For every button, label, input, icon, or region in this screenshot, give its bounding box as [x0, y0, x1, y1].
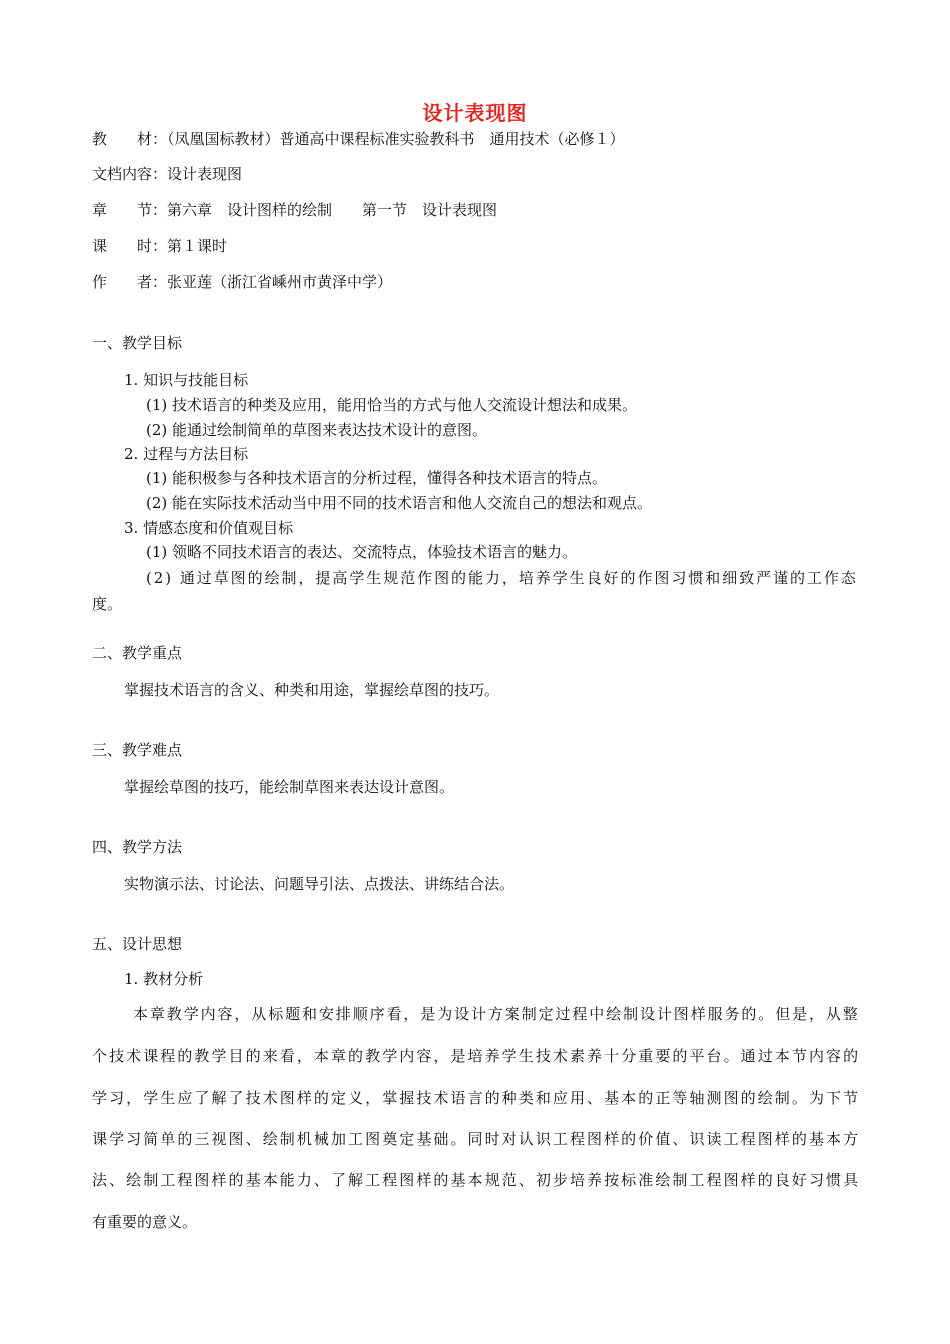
meta-value: 第六章 设计图样的绘制 第一节 设计表现图: [167, 201, 498, 219]
meta-period: [92, 235, 227, 256]
paragraph-line: 本章教学内容，从标题和安排顺序看，是为设计方案制定过程中绘制设计图样服务的。但是，从整: [133, 1005, 860, 1023]
section-heading-design: 五、设计思想: [92, 935, 183, 953]
meta-author: [92, 271, 392, 292]
methods-text: 实物演示法、讨论法、问题导引法、点拨法、讲练结合法。: [124, 875, 515, 893]
paragraph-line: 学习，学生应了解了技术图样的定义，掌握技术语言的种类和应用、基本的正等轴测图的绘制。为下节: [92, 1089, 861, 1107]
meta-label: 教 材：: [92, 130, 168, 148]
meta-label: 课 时：: [92, 237, 168, 255]
section-heading-methods: 四、教学方法: [92, 838, 183, 856]
section-heading-key-points: 二、教学重点: [92, 644, 183, 662]
goal-attitude-title: 3. 情感态度和价值观目标: [124, 519, 294, 537]
difficulties-text: 掌握绘草图的技巧，能绘制草图来表达设计意图。: [124, 778, 455, 796]
goal-item: (1) 技术语言的种类及应用，能用恰当的方式与他人交流设计想法和成果。: [146, 396, 638, 414]
meta-label: 章 节：: [92, 201, 168, 219]
section-heading-goals: 一、教学目标: [92, 334, 183, 352]
key-points-text: 掌握技术语言的含义、种类和用途，掌握绘草图的技巧。: [124, 681, 500, 699]
goal-item: (1) 领略不同技术语言的表达、交流特点，体验技术语言的魅力。: [146, 543, 578, 561]
goal-knowledge-title: 1. 知识与技能目标: [124, 371, 249, 389]
meta-textbook: [92, 128, 625, 149]
meta-label: 作 者：: [92, 273, 168, 291]
section-heading-difficulties: 三、教学难点: [92, 741, 183, 759]
design-subheading: 1. 教材分析: [124, 970, 204, 988]
paragraph-line: 课学习简单的三视图、绘制机械加工图奠定基础。同时对认识工程图样的价值、识读工程图样的基本方: [92, 1130, 861, 1148]
goal-item: (2) 通过草图的绘制，提高学生规范作图的能力，培养学生良好的作图习惯和细致严谨的工作态: [146, 569, 858, 587]
meta-value: （凤凰国标教材）普通高中课程标准实验教科书 通用技术（必修１）: [167, 130, 625, 148]
meta-value: 张亚莲（浙江省嵊州市黄泽中学）: [167, 273, 393, 291]
paragraph-line: 有重要的意义。: [92, 1213, 198, 1231]
meta-value: 第１课时: [167, 237, 228, 255]
goal-process-title: 2. 过程与方法目标: [124, 445, 249, 463]
goal-item: (2) 能通过绘制简单的草图来表达技术设计的意图。: [146, 421, 488, 439]
document-title: 设计表现图: [422, 101, 528, 125]
meta-content: [92, 163, 242, 184]
meta-chapter: [92, 199, 497, 220]
paragraph-line: 个技术课程的教学目的来看，本章的教学内容，是培养学生技术素养十分重要的平台。通过本节内容的: [92, 1047, 861, 1065]
meta-label: 文档内容：: [92, 165, 168, 183]
goal-item-continuation: 度。: [92, 595, 123, 613]
paragraph-line: 法、绘制工程图样的基本能力、了解工程图样的基本规范、初步培养按标准绘制工程图样的良好习惯具: [92, 1171, 861, 1189]
goal-item: (2) 能在实际技术活动当中用不同的技术语言和他人交流自己的想法和观点。: [146, 494, 653, 512]
meta-value: 设计表现图: [167, 165, 243, 183]
goal-item: (1) 能积极参与各种技术语言的分析过程，懂得各种技术语言的特点。: [146, 469, 608, 487]
